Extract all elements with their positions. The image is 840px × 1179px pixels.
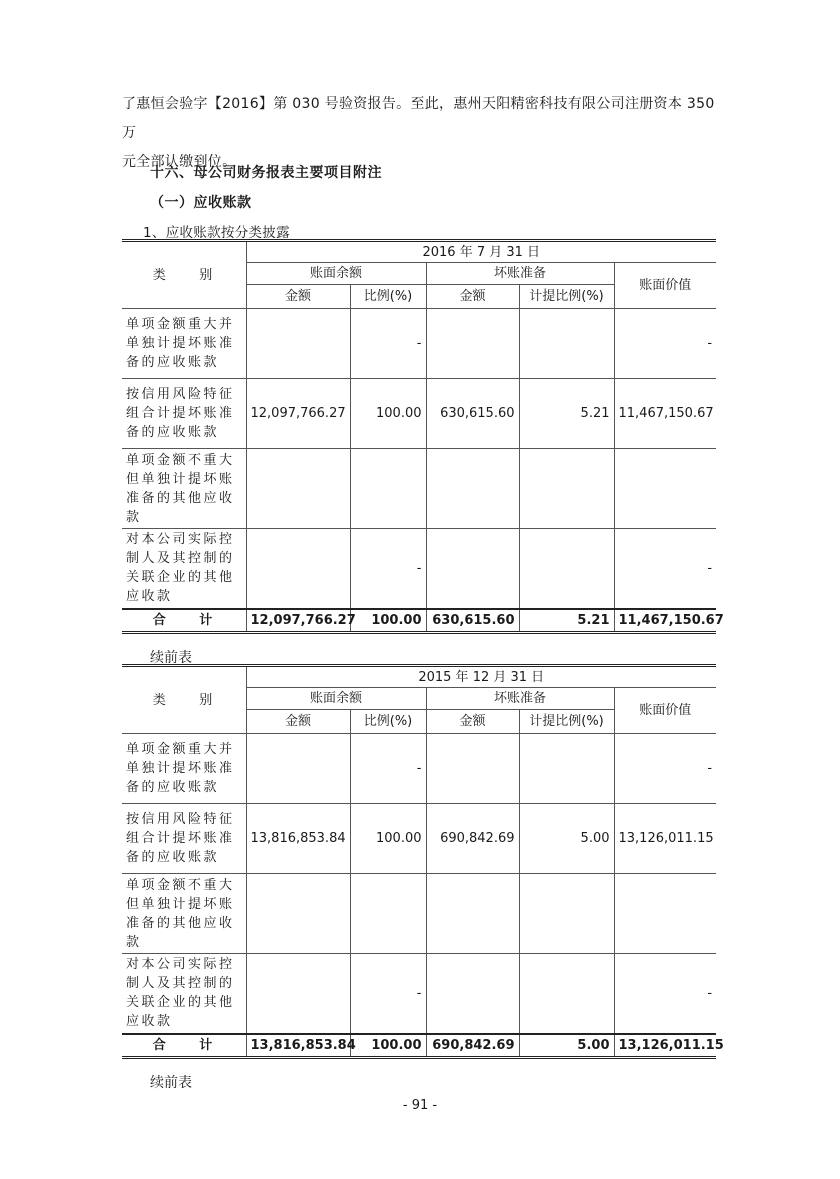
- cell-bd-ratio: 5.21: [519, 379, 614, 449]
- header-bd-amount: 金额: [426, 285, 519, 309]
- subsection-title: （一）应收账款: [150, 195, 252, 211]
- cell-bd-amount: [426, 734, 519, 804]
- total-label: 合 计: [122, 609, 246, 633]
- cell-bd-ratio: [519, 449, 614, 529]
- total-bd-ratio: 5.21: [519, 609, 614, 633]
- header-book-value: 账面价值: [614, 263, 716, 309]
- header-amount: 金额: [246, 710, 350, 734]
- cell-ratio: -: [350, 309, 426, 379]
- cell-ratio: -: [350, 734, 426, 804]
- cell-amount: [246, 734, 350, 804]
- table-row: [122, 734, 716, 804]
- cell-bd-ratio: [519, 734, 614, 804]
- cell-amount: [246, 449, 350, 529]
- cell-bd-ratio: [519, 529, 614, 609]
- header-amount: 金额: [246, 285, 350, 309]
- cell-bd-amount: [426, 954, 519, 1034]
- total-ratio: 100.00: [350, 1034, 426, 1058]
- page-number: - 91 -: [402, 1098, 438, 1113]
- cell-book-value: -: [614, 954, 716, 1034]
- cell-book-value: -: [614, 529, 716, 609]
- cell-bd-ratio: 5.00: [519, 804, 614, 874]
- cell-book-value: -: [614, 309, 716, 379]
- cell-book-value: 11,467,150.67: [614, 379, 716, 449]
- header-ratio: 比例(%): [350, 710, 426, 734]
- table-row: [122, 804, 716, 874]
- header-bd-amount: 金额: [426, 710, 519, 734]
- total-bd-ratio: 5.00: [519, 1034, 614, 1058]
- section-title: 十六、母公司财务报表主要项目附注: [150, 165, 382, 181]
- header-period: 2016 年 7 月 31 日: [246, 241, 716, 263]
- cell-ratio: -: [350, 529, 426, 609]
- table-row: [122, 874, 716, 954]
- cell-ratio: 100.00: [350, 379, 426, 449]
- cell-amount: 12,097,766.27: [246, 379, 350, 449]
- cell-ratio: [350, 874, 426, 954]
- intro-line-2: 元全部认缴到位。: [122, 154, 237, 170]
- total-bd-amount: 690,842.69: [426, 1034, 519, 1058]
- row-category: 单项金额重大并单独计提坏账准备的应收账款: [122, 734, 246, 804]
- total-label: 合 计: [122, 1034, 246, 1058]
- cell-book-value: 13,126,011.15: [614, 804, 716, 874]
- header-bad-debt: 坏账准备: [426, 688, 614, 710]
- row-category: 对本公司实际控制人及其控制的关联企业的其他应收款: [122, 529, 246, 609]
- cell-amount: 13,816,853.84: [246, 804, 350, 874]
- receivables-table-2015: [122, 664, 724, 1059]
- table-row: [122, 954, 716, 1034]
- cell-book-value: [614, 874, 716, 954]
- cell-bd-ratio: [519, 874, 614, 954]
- cell-ratio: [350, 449, 426, 529]
- cell-bd-amount: [426, 529, 519, 609]
- header-provision-ratio: 计提比例(%): [519, 710, 614, 734]
- cell-bd-ratio: [519, 954, 614, 1034]
- table-row: [122, 379, 716, 449]
- row-category: 单项金额不重大但单独计提坏账准备的其他应收款: [122, 449, 246, 529]
- total-row: [122, 609, 716, 633]
- cell-book-value: -: [614, 734, 716, 804]
- cell-bd-amount: 690,842.69: [426, 804, 519, 874]
- cell-bd-amount: [426, 449, 519, 529]
- header-provision-ratio: 计提比例(%): [519, 285, 614, 309]
- row-category: 单项金额不重大但单独计提坏账准备的其他应收款: [122, 874, 246, 954]
- total-book-value: 13,126,011.15: [614, 1034, 716, 1058]
- cell-bd-amount: [426, 309, 519, 379]
- continued-label: 续前表: [150, 650, 192, 666]
- cell-ratio: 100.00: [350, 804, 426, 874]
- header-bad-debt: 坏账准备: [426, 263, 614, 285]
- total-row: [122, 1034, 716, 1058]
- header-ratio: 比例(%): [350, 285, 426, 309]
- cell-bd-amount: [426, 874, 519, 954]
- cell-amount: [246, 529, 350, 609]
- total-bd-amount: 630,615.60: [426, 609, 519, 633]
- total-amount: 13,816,853.84: [246, 1034, 350, 1058]
- cell-amount: [246, 874, 350, 954]
- table-row: [122, 529, 716, 609]
- intro-line-1: 了惠恒会验字【2016】第 030 号验资报告。至此，惠州天阳精密科技有限公司注册资本 350 万: [122, 96, 715, 141]
- continued-label: 续前表: [150, 1075, 192, 1091]
- header-category: 类 别: [122, 666, 246, 734]
- receivables-table-2016: [122, 239, 724, 634]
- header-category: 类 别: [122, 241, 246, 309]
- total-amount: 12,097,766.27: [246, 609, 350, 633]
- row-category: 按信用风险特征组合计提坏账准备的应收账款: [122, 379, 246, 449]
- table-row: [122, 449, 716, 529]
- header-book-value: 账面价值: [614, 688, 716, 734]
- table-row: [122, 309, 716, 379]
- header-period: 2015 年 12 月 31 日: [246, 666, 716, 688]
- row-category: 单项金额重大并单独计提坏账准备的应收账款: [122, 309, 246, 379]
- total-ratio: 100.00: [350, 609, 426, 633]
- row-category: 对本公司实际控制人及其控制的关联企业的其他应收款: [122, 954, 246, 1034]
- cell-bd-amount: 630,615.60: [426, 379, 519, 449]
- header-book-balance: 账面余额: [246, 688, 426, 710]
- item-title: 1、应收账款按分类披露: [143, 225, 290, 241]
- cell-ratio: -: [350, 954, 426, 1034]
- cell-bd-ratio: [519, 309, 614, 379]
- cell-book-value: [614, 449, 716, 529]
- header-book-balance: 账面余额: [246, 263, 426, 285]
- row-category: 按信用风险特征组合计提坏账准备的应收账款: [122, 804, 246, 874]
- total-book-value: 11,467,150.67: [614, 609, 716, 633]
- cell-amount: [246, 954, 350, 1034]
- cell-amount: [246, 309, 350, 379]
